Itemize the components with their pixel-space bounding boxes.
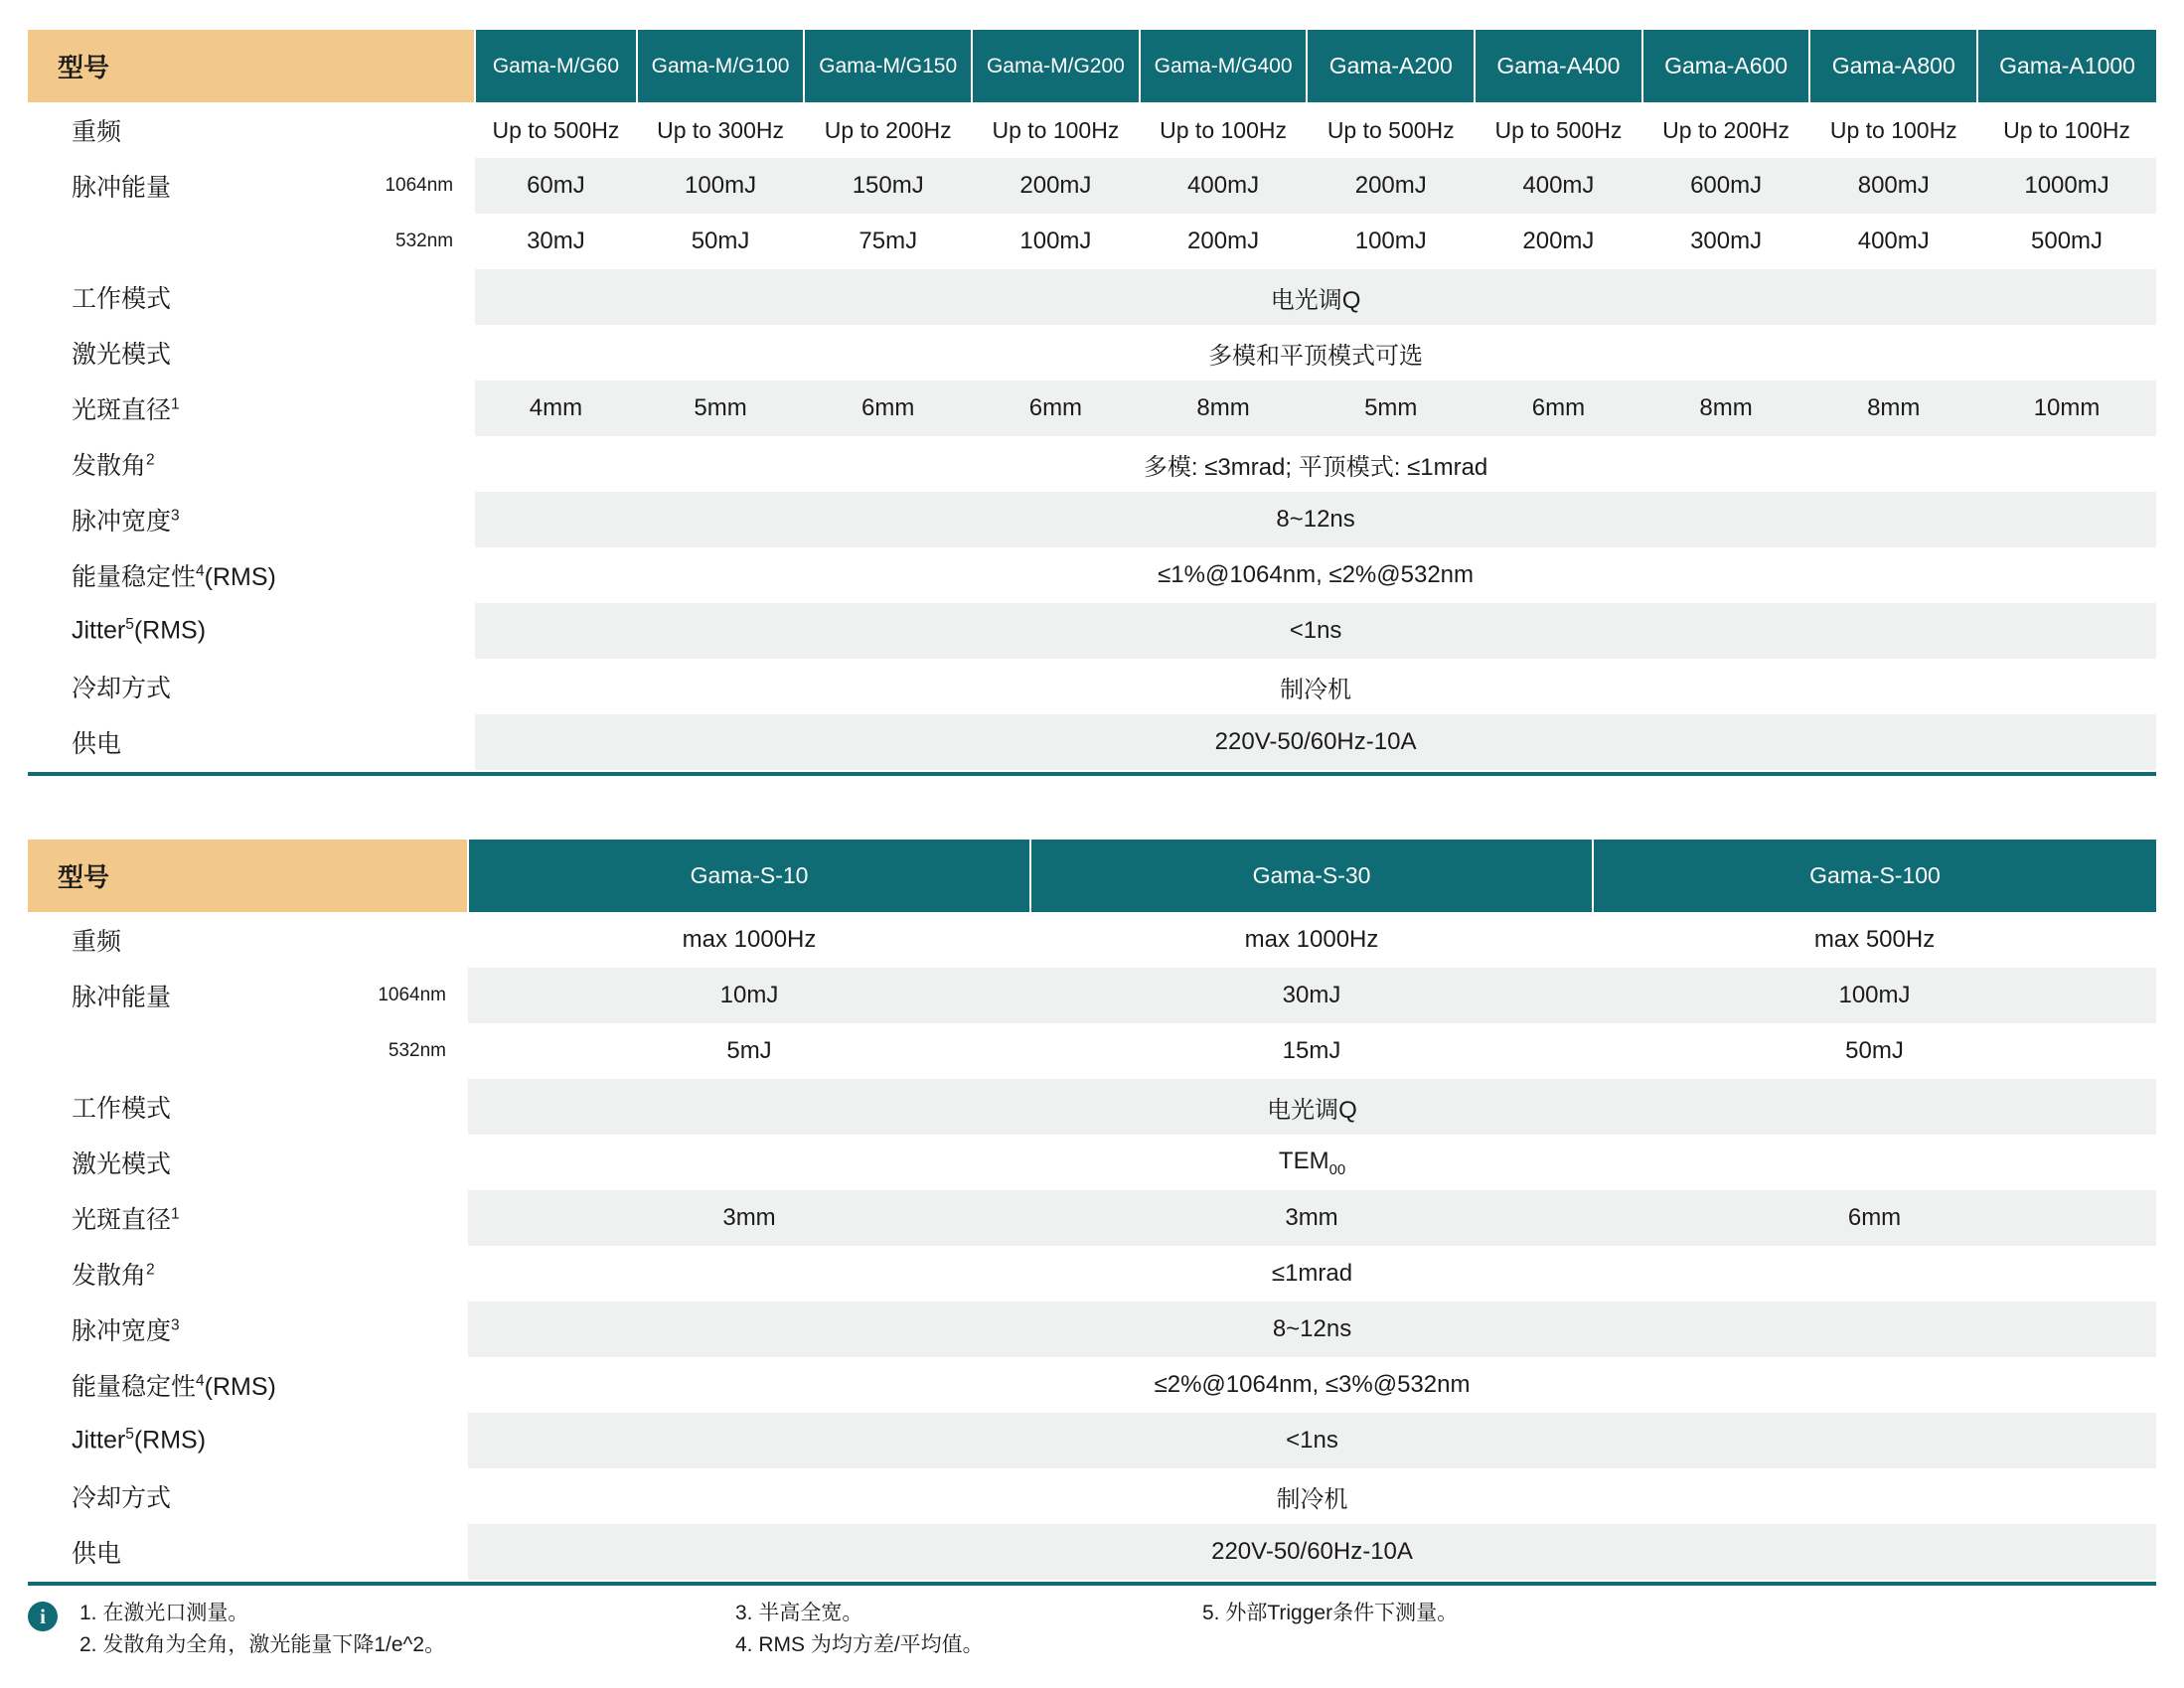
table-row: [28, 1468, 2156, 1524]
label-text: 光斑直径: [72, 396, 172, 424]
cell-spot-2: 6mm: [1593, 1190, 2156, 1246]
cell-power-supply: 220V-50/60Hz-10A: [475, 714, 2156, 770]
table-row: [28, 912, 2156, 968]
header-model-7: Gama-A600: [1642, 30, 1810, 102]
cell-rep-rate-6: Up to 500Hz: [1494, 116, 1623, 143]
cell-spot-8: 8mm: [1809, 381, 1977, 436]
cell-energy532-8: 400mJ: [1857, 228, 1930, 254]
cell-energy1064-0: 60mJ: [475, 158, 637, 214]
cell-energy532-7: 300mJ: [1690, 228, 1763, 254]
label-text: Jitter: [72, 616, 126, 645]
row-sublabel-1064nm: 1064nm: [341, 158, 475, 214]
row-label-power-supply: 供电: [28, 1524, 468, 1580]
cell-energy532-2: 50mJ: [1845, 1037, 1904, 1064]
cell-energy1064-5: 200mJ: [1307, 158, 1475, 214]
footnotes: [28, 1598, 2156, 1660]
cell-spot-2: 6mm: [804, 381, 972, 436]
cell-spot-5: 5mm: [1307, 381, 1475, 436]
cell-divergence: 多模: ≤3mrad; 平顶模式: ≤1mrad: [1143, 453, 1488, 481]
row-label-blank: [28, 214, 341, 269]
cell-cooling: 制冷机: [1280, 676, 1352, 703]
cell-laser-mode: [468, 1135, 2156, 1190]
footnote-marker: 1: [171, 1205, 180, 1223]
row-sublabel-1064nm: 1064nm: [336, 968, 468, 1023]
label-text: 能量稳定性: [72, 1373, 197, 1401]
footnote-line: 3. 半高全宽。: [735, 1602, 863, 1624]
footnote-marker: 2: [146, 451, 155, 469]
label-text: 脉冲宽度: [72, 508, 172, 536]
cell-energy1064-1: 100mJ: [637, 158, 805, 214]
cell-energy532-6: 200mJ: [1522, 228, 1595, 254]
table-gap: [28, 776, 2156, 840]
table-row: [28, 968, 2156, 1023]
row-label-blank: [28, 1023, 336, 1079]
footnote-column-3: [1202, 1598, 1719, 1660]
cell-pulse-width: 8~12ns: [468, 1302, 2156, 1357]
cell-spot-1: 3mm: [1030, 1190, 1593, 1246]
cell-energy-stability: ≤2%@1064nm, ≤3%@532nm: [1154, 1371, 1471, 1398]
cell-spot-9: 10mm: [1977, 381, 2156, 436]
cell-energy532-3: 100mJ: [1019, 228, 1092, 254]
table-row: [28, 381, 2156, 436]
cell-energy1064-0: 10mJ: [468, 968, 1030, 1023]
header-model-2: Gama-M/G150: [804, 30, 972, 102]
row-label-work-mode: 工作模式: [28, 269, 475, 325]
cell-spot-1: 5mm: [637, 381, 805, 436]
row-label-work-mode: 工作模式: [28, 1079, 468, 1135]
cell-energy532-1: 15mJ: [1282, 1037, 1341, 1064]
laser-mode-text: TEM: [1278, 1147, 1329, 1174]
table-row: [28, 714, 2156, 770]
header-label: 型号: [28, 30, 475, 102]
cell-energy-stability: ≤1%@1064nm, ≤2%@532nm: [1158, 561, 1475, 588]
row-label-energy-stability: [28, 547, 475, 603]
cell-energy1064-9: 1000mJ: [1977, 158, 2156, 214]
cell-energy532-0: 30mJ: [527, 228, 585, 254]
row-label-laser-mode: 激光模式: [28, 325, 475, 381]
row-label-pulse-width: [28, 492, 475, 547]
table-row: [28, 1023, 2156, 1079]
row-label-pulse-width: [28, 1302, 468, 1357]
row-label-pulse-energy: 脉冲能量: [28, 158, 341, 214]
footnote-marker: 4: [196, 1372, 205, 1390]
cell-energy532-5: 100mJ: [1354, 228, 1427, 254]
footnote-marker: 3: [171, 1316, 180, 1334]
row-label-divergence: [28, 1246, 468, 1302]
label-text: 脉冲宽度: [72, 1317, 172, 1345]
table-row: [28, 603, 2156, 659]
footnote-marker: 5: [125, 1426, 134, 1444]
row-label-rep-rate: 重频: [28, 912, 468, 968]
row-sublabel-532nm: 532nm: [336, 1023, 468, 1079]
table-row: [28, 102, 2156, 158]
cell-jitter: <1ns: [468, 1413, 2156, 1468]
cell-rep-rate-1: max 1000Hz: [1244, 926, 1379, 953]
footnote-line: 4. RMS 为均方差/平均值。: [735, 1632, 984, 1656]
cell-energy532-9: 500mJ: [2031, 228, 2104, 254]
cell-rep-rate-8: Up to 100Hz: [1829, 116, 1957, 143]
cell-energy1064-2: 100mJ: [1593, 968, 2156, 1023]
footnote-line: 1. 在激光口测量。: [79, 1602, 249, 1624]
cell-rep-rate-3: Up to 100Hz: [992, 116, 1120, 143]
cell-energy1064-6: 400mJ: [1475, 158, 1642, 214]
cell-rep-rate-9: Up to 100Hz: [2003, 116, 2130, 143]
row-label-rep-rate: 重频: [28, 102, 475, 158]
cell-pulse-width: 8~12ns: [475, 492, 2156, 547]
table-row: [28, 1079, 2156, 1135]
table-row: [28, 492, 2156, 547]
table2-header-row: [28, 840, 2156, 912]
label-text: 发散角: [72, 452, 147, 480]
header-label: 型号: [28, 840, 468, 912]
spec-table-gama-s: [28, 840, 2156, 1580]
header-model-8: Gama-A800: [1809, 30, 1977, 102]
cell-spot-0: 3mm: [468, 1190, 1030, 1246]
cell-power-supply: 220V-50/60Hz-10A: [468, 1524, 2156, 1580]
cell-spot-3: 6mm: [972, 381, 1140, 436]
header-model-4: Gama-M/G400: [1140, 30, 1308, 102]
row-label-spot-diameter: [28, 381, 475, 436]
row-label-cooling: 冷却方式: [28, 659, 475, 714]
cell-divergence: ≤1mrad: [1271, 1260, 1353, 1287]
spec-table-gama-m-a: [28, 30, 2156, 770]
row-label-energy-stability: [28, 1357, 468, 1413]
table-row: [28, 1246, 2156, 1302]
info-icon: i: [28, 1602, 58, 1631]
cell-spot-0: 4mm: [475, 381, 637, 436]
laser-mode-subscript: 00: [1328, 1161, 1346, 1178]
label-text: 能量稳定性: [72, 563, 197, 591]
cell-energy1064-3: 200mJ: [972, 158, 1140, 214]
cell-rep-rate-5: Up to 500Hz: [1326, 116, 1455, 143]
cell-rep-rate-7: Up to 200Hz: [1662, 116, 1791, 143]
footnote-line: 5. 外部Trigger条件下测量。: [1202, 1602, 1459, 1624]
table1-header-row: [28, 30, 2156, 102]
row-label-laser-mode: 激光模式: [28, 1135, 468, 1190]
table-row: [28, 436, 2156, 492]
cell-energy1064-4: 400mJ: [1140, 158, 1308, 214]
label-suffix: (RMS): [204, 1373, 276, 1401]
row-label-pulse-energy: 脉冲能量: [28, 968, 336, 1023]
row-label-jitter: [28, 1413, 468, 1468]
row-label-power-supply: 供电: [28, 714, 475, 770]
header-model-5: Gama-A200: [1307, 30, 1475, 102]
table-row: [28, 659, 2156, 714]
footnote-column-1: [79, 1598, 735, 1660]
row-label-cooling: 冷却方式: [28, 1468, 468, 1524]
table-row: [28, 1413, 2156, 1468]
header-model-1: Gama-S-30: [1030, 840, 1593, 912]
label-text: 发散角: [72, 1262, 147, 1290]
label-suffix: (RMS): [133, 1426, 207, 1455]
table-row: [28, 325, 2156, 381]
footnote-marker: 5: [125, 616, 134, 634]
header-model-9: Gama-A1000: [1977, 30, 2156, 102]
header-model-0: Gama-S-10: [468, 840, 1030, 912]
cell-work-mode: 电光调Q: [475, 269, 2156, 325]
header-model-3: Gama-M/G200: [972, 30, 1140, 102]
header-model-1: Gama-M/G100: [637, 30, 805, 102]
cell-rep-rate-0: Up to 500Hz: [492, 116, 620, 143]
row-label-spot-diameter: [28, 1190, 468, 1246]
header-model-0: Gama-M/G60: [475, 30, 637, 102]
table-row: [28, 1524, 2156, 1580]
table-row: [28, 1190, 2156, 1246]
label-text: Jitter: [72, 1426, 126, 1455]
cell-rep-rate-0: max 1000Hz: [682, 926, 817, 953]
cell-energy1064-7: 600mJ: [1642, 158, 1810, 214]
cell-energy532-0: 5mJ: [726, 1037, 772, 1064]
table-row: [28, 214, 2156, 269]
cell-spot-4: 8mm: [1140, 381, 1308, 436]
cell-jitter: <1ns: [475, 603, 2156, 659]
label-suffix: (RMS): [204, 563, 276, 591]
footnote-column-2: [735, 1598, 1202, 1660]
footnote-columns: [79, 1598, 1719, 1660]
table-row: [28, 1357, 2156, 1413]
cell-energy1064-1: 30mJ: [1030, 968, 1593, 1023]
table-row: [28, 1302, 2156, 1357]
table-row: [28, 158, 2156, 214]
cell-energy1064-2: 150mJ: [804, 158, 972, 214]
table-row: [28, 1135, 2156, 1190]
cell-rep-rate-1: Up to 300Hz: [657, 116, 784, 143]
footnote-marker: 1: [171, 395, 180, 413]
table-row: [28, 269, 2156, 325]
footnote-marker: 3: [171, 507, 180, 525]
row-label-jitter: [28, 603, 475, 659]
cell-energy532-4: 200mJ: [1187, 228, 1260, 254]
cell-energy1064-8: 800mJ: [1809, 158, 1977, 214]
cell-laser-mode: 多模和平顶模式可选: [1208, 342, 1424, 370]
label-text: 光斑直径: [72, 1206, 172, 1234]
label-suffix: (RMS): [133, 616, 207, 645]
row-label-divergence: [28, 436, 475, 492]
header-model-2: Gama-S-100: [1593, 840, 2156, 912]
header-model-6: Gama-A400: [1475, 30, 1642, 102]
table-row: [28, 547, 2156, 603]
footnote-line: 2. 发散角为全角，激光能量下降1/e^2。: [79, 1632, 446, 1656]
cell-rep-rate-2: max 500Hz: [1813, 926, 1936, 953]
cell-cooling: 制冷机: [1276, 1485, 1348, 1513]
footnote-marker: 4: [196, 562, 205, 580]
cell-rep-rate-2: Up to 200Hz: [824, 116, 952, 143]
cell-energy532-2: 75mJ: [858, 228, 918, 254]
footnote-marker: 2: [146, 1261, 155, 1279]
cell-spot-6: 6mm: [1475, 381, 1642, 436]
table2-bottom-rule: [28, 1582, 2156, 1586]
cell-rep-rate-4: Up to 100Hz: [1160, 116, 1287, 143]
cell-work-mode: 电光调Q: [468, 1079, 2156, 1135]
cell-spot-7: 8mm: [1642, 381, 1810, 436]
row-sublabel-532nm: 532nm: [341, 214, 475, 269]
cell-energy532-1: 50mJ: [691, 228, 750, 254]
